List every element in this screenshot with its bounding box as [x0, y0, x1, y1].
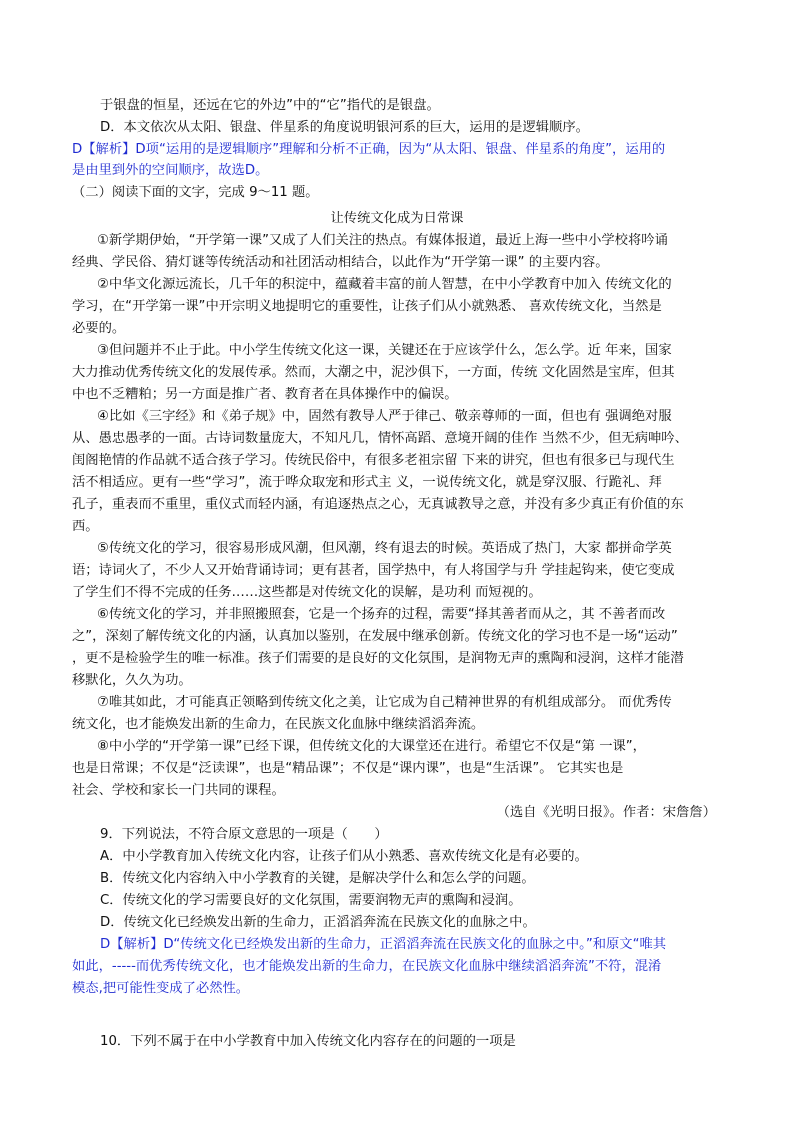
- article-line: ③但问题并不止于此。中小学生传统文化这一课，关键还在于应该学什么，怎么学。近 年来，国家: [97, 343, 672, 358]
- answer-9-line-1: D【解析】D“传统文化已经焕发出新的生命力，正滔滔奔流在民族文化的血脉之中。”和原文“唯其: [100, 937, 667, 952]
- article-line: 社会、学校和家长一门共同的课程。: [72, 783, 285, 798]
- article-line: 移默化，久久为功。: [72, 673, 192, 688]
- article-line: 也是日常课；不仅是“泛读课”，也是“精品课”；不仅是“课内课”，也是“生活课”。 它其实也是: [72, 761, 624, 776]
- article-line: ②中华文化源远流长，几千年的积淀中，蕴藏着丰富的前人智慧，在中小学教育中加入 传统文化的: [97, 277, 672, 292]
- article-line: 西。: [72, 519, 99, 534]
- article-line: ⑥传统文化的学习，并非照搬照套，它是一个扬弃的过程，需要“择其善者而从之，其 不善者而改: [97, 607, 666, 622]
- article-line: ①新学期伊始，“开学第一课”又成了人们关注的热点。有媒体报道，最近上海一些中小学校将吟诵: [97, 233, 668, 248]
- question-9-option-b: B．传统文化内容纳入中小学教育的关键，是解决学什么和怎么学的问题。: [100, 871, 535, 886]
- article-line: 经典、学民俗、猜灯谜等传统活动和社团活动相结合，以此作为“开学第一课” 的主要内容。: [72, 255, 609, 270]
- answer-8-line-1: D【解析】D项“运用的是逻辑顺序”理解和分析不正确，因为“从太阳、银盘、伴星系的角度”，运用的: [72, 142, 666, 157]
- article-line: 语；诗词火了，不少人又开始背诵诗词；更有甚者，国学热中，有人将国学与升 学挂起钩来，使它变成: [72, 563, 675, 578]
- question-9-stem: 9．下列说法，不符合原文意思的一项是（ ）: [100, 827, 388, 842]
- option-c-continuation: 于银盘的恒星，还远在它的外边”中的“它”指代的是银盘。: [100, 98, 440, 113]
- article-line: ⑤传统文化的学习，很容易形成风潮，但风潮，终有退去的时候。英语成了热门，大家 都拼命学英: [97, 541, 672, 556]
- article-line: 必要的。: [72, 321, 126, 336]
- article-line: 从、愚忠愚孝的一面。古诗词数量庞大，不知凡几，情怀高蹈、意境开阔的佳作 当然不少，但无病呻吟、: [72, 431, 688, 446]
- article-line: ，更不是检验学生的唯一标准。孩子们需要的是良好的文化氛围，是润物无声的熏陶和浸润，这样才能潜: [72, 651, 684, 666]
- article-line: 大力推动优秀传统文化的发展传承。然而，大潮之中，泥沙俱下，一方面，传统 文化固然是宝库，但其: [72, 365, 675, 380]
- article-line: 统文化，也才能焕发出新的生命力，在民族文化血脉中继续滔滔奔流。: [72, 717, 485, 732]
- answer-8-line-2: 是由里到外的空间顺序，故选D。: [72, 163, 269, 178]
- article-line: 了学生们不得不完成的任务……这些都是对传统文化的误解，是功利 而短视的。: [72, 585, 542, 600]
- article-line: ⑧中小学的“开学第一课”已经下课，但传统文化的大课堂还在进行。希望它不仅是“第 一课”，: [97, 739, 646, 754]
- section-intro: （二）阅读下面的文字，完成 9～11 题。: [72, 185, 319, 200]
- article-title: 让传统文化成为日常课: [330, 211, 464, 226]
- article-line: 学习，在“开学第一课”中开宗明义地提明它的重要性，让孩子们从小就熟悉、 喜欢传统文化，当然是: [72, 299, 662, 314]
- question-9-option-c: C．传统文化的学习需要良好的文化氛围，需要润物无声的熏陶和浸润。: [100, 893, 522, 908]
- article-line: ⑦唯其如此，才可能真正领略到传统文化之美，让它成为自己精神世界的有机组成部分。 而优秀传: [97, 695, 672, 710]
- question-9-option-d: D．传统文化已经焕发出新的生命力，正滔滔奔流在民族文化的血脉之中。: [100, 915, 536, 930]
- answer-9-line-3: 模态,把可能性变成了必然性。: [72, 981, 250, 996]
- answer-9-line-2: 如此，-----而优秀传统文化，也才能焕发出新的生命力，在民族文化血脉中继续滔滔奔流”不符，混淆: [72, 959, 662, 974]
- option-d-q8: D．本文依次从太阳、银盘、伴星系的角度说明银河系的巨大，运用的是逻辑顺序。: [100, 120, 589, 135]
- article-line: ④比如《三字经》和《弟子规》中，固然有教导人严于律己、敬亲尊师的一面，但也有 强调绝对服: [97, 409, 672, 424]
- question-10-stem: 10．下列不属于在中小学教育中加入传统文化内容存在的问题的一项是: [100, 1034, 516, 1049]
- article-line: 中也不乏糟粕；另一方面是推广者、教育者在具体操作中的偏误。: [72, 387, 458, 402]
- article-line: 之”，深刻了解传统文化的内涵，认真加以鉴别，在发展中继承创新。传统文化的学习也不是一场“运动”: [72, 629, 678, 644]
- question-9-option-a: A．中小学教育加入传统文化内容，让孩子们从小熟悉、喜欢传统文化是有必要的。: [100, 849, 588, 864]
- article-source: （选自《光明日报》。作者：宋詹詹）: [496, 805, 716, 820]
- article-line: 闺阁艳情的作品就不适合孩子学习。传统民俗中，有很多老祖宗留 下来的讲究，但也有很多已与现代生: [72, 453, 675, 468]
- article-line: 活不相适应。更有一些“学习”，流于哗众取宠和形式主 义，一说传统文化，就是穿汉服、行跪礼、拜: [72, 475, 662, 490]
- article-line: 孔子，重表而不重里，重仪式而轻内涵，有追逐热点之心，无真诚教导之意，并没有多少真正有价值的东: [72, 497, 684, 512]
